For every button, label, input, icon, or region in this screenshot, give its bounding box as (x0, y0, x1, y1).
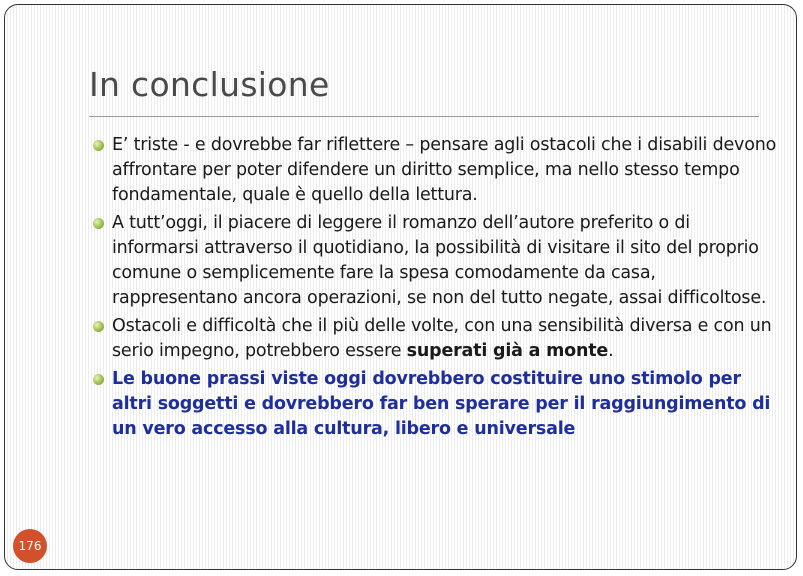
bullet-text-end: . (608, 341, 614, 361)
page-number-badge: 176 (13, 529, 47, 563)
bullet-text: Le buone prassi viste oggi dovrebbero costituire uno stimolo per altri soggetti e dovrebbero far ben sperare per il raggiungimento di un vero accesso alla cultura, libero e universale (112, 369, 771, 439)
bullet-item (89, 133, 777, 208)
bullet-dot-icon (93, 140, 104, 151)
bullet-item-highlight (89, 367, 777, 442)
bullet-text: A tutt’oggi, il piacere di leggere il romanzo dell’autore preferito o di informarsi attraverso il quotidiano, la possibilità di visitare il sito del proprio comune o semplicemente fare la spesa comodamente da casa, rappresentano ancora operazioni, se non del tutto negate, assai difficoltose. (112, 213, 767, 308)
slide (4, 4, 797, 570)
title-divider (89, 116, 759, 117)
bullet-dot-icon (93, 321, 104, 332)
bullet-dot-icon (93, 218, 104, 229)
bullet-text: Ostacoli e difficoltà che il più delle volte, con una sensibilità diversa e con un serio impegno, potrebbero essere (112, 316, 772, 361)
bullet-text: E’ triste - e dovrebbe far riflettere – pensare agli ostacoli che i disabili devono affrontare per poter difendere un diritto semplice, ma nello stesso tempo fondamentale, quale è quello della lettura. (112, 135, 777, 205)
slide-title: In conclusione (89, 65, 330, 104)
bullet-dot-icon (93, 374, 104, 385)
bullet-item (89, 314, 777, 364)
bullet-list (89, 133, 777, 445)
bullet-bold-text: superati già a monte (406, 341, 609, 361)
bullet-item (89, 211, 777, 311)
